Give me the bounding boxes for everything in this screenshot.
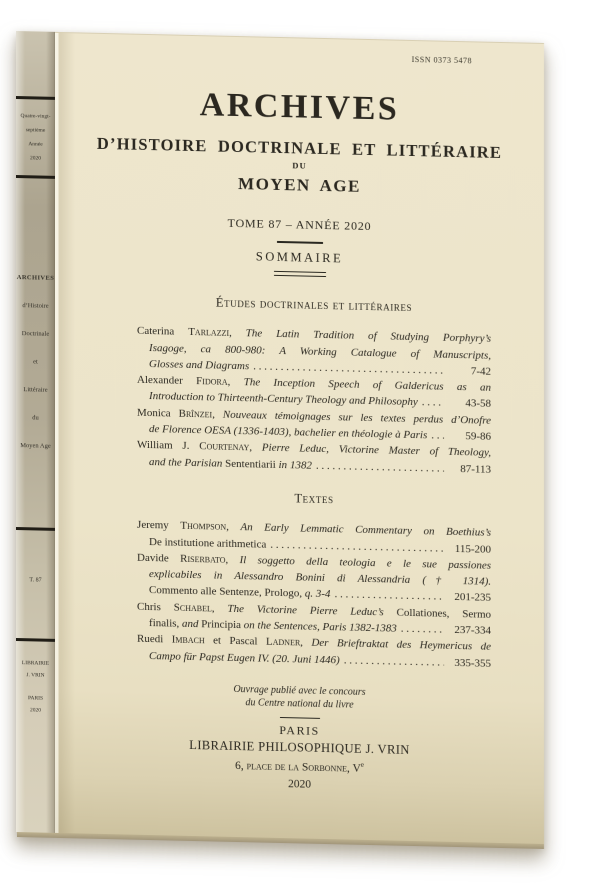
dot-leader: [316, 457, 444, 476]
toc-entry-line: Chris Schabel, The Victorine Pierre Leduc’s Collationes, Sermo: [137, 600, 492, 621]
section-heading: Études doctrinales et littéraires: [215, 295, 413, 314]
divider-rule: [277, 241, 323, 244]
book: [16, 31, 544, 844]
journal-subtitle: D’HISTOIRE DOCTRINALE ET LITTÉRAIRE: [96, 133, 503, 163]
spine-band: [16, 638, 55, 641]
journal-subtitle2: MOYEN AGE: [238, 174, 361, 196]
footer-rule: [280, 717, 320, 719]
tome-year-line: TOME 87 – ANNÉE 2020: [227, 215, 372, 234]
toc-entry-line: Jeremy Thompson, An Early Lemmatic Commentary on Boethius’s: [137, 519, 492, 540]
page-range: 59-86: [465, 430, 491, 443]
toc-entry-line: Introduction to Thirteenth-Century Theology and Philosophy . . . 43-58: [137, 388, 491, 412]
spine-band: [16, 175, 55, 178]
section-entries: [137, 517, 491, 672]
spine-text-line: 2020: [30, 155, 41, 162]
page-range: 87-113: [460, 462, 491, 476]
spine-volume-text: [16, 109, 55, 166]
spine-text-line: PARIS: [27, 695, 44, 702]
section-entries: [137, 323, 491, 478]
toc-entry-line: William J. Courtenay, Pierre Leduc, Victorine Master of Theology,: [137, 439, 491, 460]
dot-leader: [431, 428, 444, 445]
spine-text-line: et: [33, 358, 38, 366]
spine-text-line: J. VRIN: [26, 672, 45, 679]
toc-entry-line: Glosses and Diagrams . . . 7-42: [137, 356, 491, 380]
spine-text-line: LIBRAIRIE: [21, 660, 50, 667]
toc-entry-line: Caterina Tarlazzi, The Latin Tradition of Studying Porphyry’s: [137, 325, 491, 346]
spine-tome-text: T. 87: [29, 577, 42, 584]
page-range: 43-58: [465, 397, 491, 411]
toc-entry-line: Monica Brînzei, Nouveaux témoignages sur les textes perdus d’Onofre: [137, 406, 491, 427]
toc-entry-line: finalis, and Principia on the Sentences, Paris 1382-1383 . . . 237-334: [137, 615, 491, 639]
spine-text-line: 2020: [30, 707, 41, 714]
address-line: 6, place de la Sorbonne, Ve: [235, 760, 364, 776]
spine-city-year-text: [16, 692, 55, 717]
dot-leader: [422, 395, 444, 412]
page-range: 237-334: [454, 623, 491, 637]
double-rule: [274, 271, 326, 277]
toc-entry: [137, 323, 491, 380]
toc-entry-line: Alexander Fidora, The Inception Speech of Galdericus as an: [137, 373, 492, 394]
toc-entry-line: De institutione arithmetica . . . 115-200: [137, 533, 491, 557]
toc-entry: [137, 631, 491, 672]
book-spine: [16, 31, 55, 833]
issn: ISSN 0373 5478: [411, 54, 472, 66]
spine-text-line: Littéraire: [23, 386, 48, 394]
spine-text-line: septième: [25, 127, 46, 134]
spine-text-line: du: [32, 414, 39, 422]
toc-entry-line: Campo für Papst Eugen IV. (20. Juni 1446) . . . 335-355: [137, 647, 491, 671]
toc-entry-line: explicabiles in Alessandro Bonini di Alessandria († 1314).: [149, 568, 491, 588]
city-line: PARIS: [279, 723, 320, 739]
toc-entry: [137, 437, 491, 478]
spine-text-line: Quatre-vingt-: [20, 113, 51, 120]
year-line: 2020: [288, 778, 311, 791]
toc-entry-line: Davide Riserbato, Il soggetto della teologia e le sue passiones: [137, 551, 492, 572]
spine-band: [16, 527, 55, 530]
page-range: 7-42: [470, 365, 491, 378]
toc-entry: [137, 550, 491, 607]
spine-text-line: Moyen Age: [20, 442, 51, 450]
toc-entry-line: Commento alle Sentenze, Prologo, q. 3-4 . . . 201-235: [137, 582, 491, 606]
page-range: 335-355: [454, 656, 491, 670]
concours-line1: Ouvrage publié avec le concours: [233, 683, 366, 698]
toc-entry-line: Ruedi Imbach et Pascal Ladner, Der Brieftraktat des Heymericus de: [137, 633, 492, 654]
toc-entry-line: and the Parisian Sententiarii in 1382 . . . 87-113: [137, 453, 491, 477]
page-range: 201-235: [454, 591, 491, 605]
spine-text-line: ARCHIVES: [16, 274, 55, 282]
toc-entry-line: Isagoge, ca 800-980: A Working Catalogue of Manuscripts,: [149, 341, 491, 362]
dot-leader: [401, 621, 444, 638]
journal-title: ARCHIVES: [199, 86, 400, 128]
concours-line2: du Centre national du livre: [245, 697, 354, 711]
sommaire-heading: SOMMAIRE: [255, 249, 344, 266]
page-range: 115-200: [454, 542, 491, 556]
section-heading: Textes: [294, 491, 334, 507]
publisher-line: LIBRAIRIE PHILOSOPHIQUE J. VRIN: [189, 738, 410, 758]
spine-band: [16, 96, 55, 99]
toc-entry-line: de Florence OESA (1336-1403), bachelier en théologie à Paris . . . 59-86: [137, 421, 491, 445]
dot-leader: [344, 652, 444, 671]
front-cover: [55, 32, 544, 844]
toc: [137, 293, 491, 672]
concours-note: [55, 679, 544, 716]
spine-text-line: Année: [28, 141, 43, 148]
spine-text-line: d’Histoire: [22, 302, 49, 310]
journal-subtitle-du: DU: [292, 160, 307, 171]
spine-text-line: Doctrinale: [21, 330, 50, 338]
spine-title-text: [16, 272, 55, 469]
spine-publisher-text: [16, 657, 55, 682]
